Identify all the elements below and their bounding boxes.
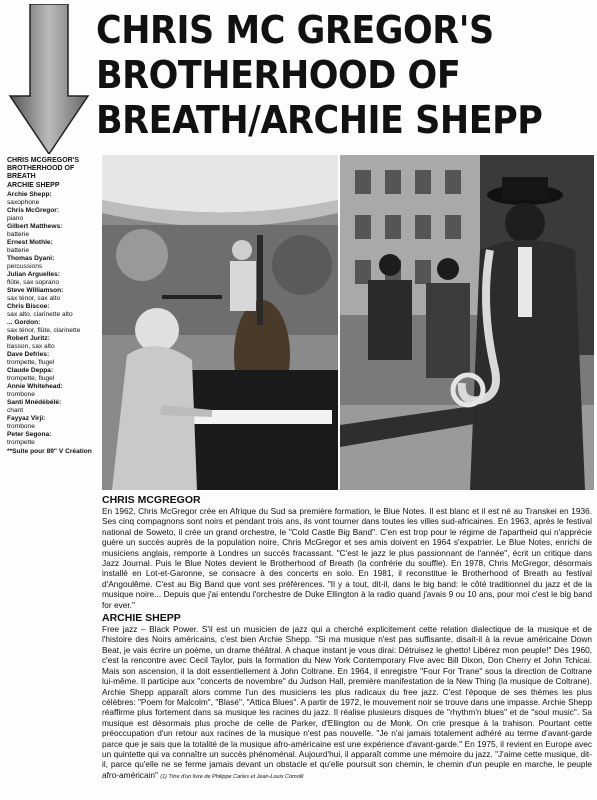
member-name: Chris Biscoe: bbox=[7, 302, 50, 310]
headline-line-1: CHRIS MC GREGOR'S bbox=[96, 8, 494, 52]
member bbox=[7, 335, 99, 351]
member-name: Ernest Mothle: bbox=[7, 238, 53, 246]
member-name: Chris McGregor: bbox=[7, 206, 60, 214]
member bbox=[7, 271, 99, 287]
footnote: (1) Titre d'un livre de Philippe Carles et Jean-Louis Comolli bbox=[160, 773, 304, 780]
member-name: Gilbert Matthews: bbox=[7, 222, 63, 230]
credits-header-line: BROTHERHOOD OF BREATH bbox=[7, 165, 75, 181]
member bbox=[7, 399, 99, 415]
member-name: Santi Mnédébélé: bbox=[7, 398, 62, 406]
section-text-shepp-body: Free jazz – Black Power. S'il est un musicien de jazz qui a cherché explicitement cette relation dialectique de la musique et de l'histoire des Noirs américains, c'est bien Archie Shepp. "Si ma musique n'est pas suffisante, disait-il à la revue américaine Down Beat, je vais écrire un poème, un drame théâtral. A chaque instant je vous dirai: Détruisez le ghetto! Libérez mon peuple!" Dès 1960, c'est la rencontre avec Cecil Taylor, puis la formation du New York Contemporary Five avec Bill Dixon, Don Cherry et John Tchicai. Mais son ascension, il la doit essentiellement à John Coltrane. En 1964, il enregistre "Four For Trane" sous la direction de Coltrane lui-même. Il participe aux "concerts de novembre" du Judson Hall, première manifestation de la New Thing (la musique de Coltrane). Archie Shepp apparaît alors comme l'un des musiciens les plus radicaux du free jazz. C'est l'époque de ses thèmes les plus célèbres: "Poem for Malcolm", "Blasé", "Attica Blues". A partir de 1972, le mouvement noir se trouve dans une impasse. Archie Shepp réaffirme plus fortement dans sa musique les racines du jazz. Il réalise plusieurs disques de "rhythm'n blues" et de "soul music". Sa musique est désormais plus proche de celle de Parker, d'Ellington ou de Monk. On crie presque à la trahison. Pourtant cette préoccupation d'un retour aux racines de la musique n'est pas nouvelle. "Je n'ai jamais totalement adhéré au terme d'avant-garde parce que je sais que la totalité de la musique afro-américaine est une expérience d'avant-garde." En 1975, il revient en Europe avec un quintette qui va connaître un succès phénoménal. Aujourd'hui, il apparaît comme une mémoire du jazz. "J'aime cette musique, dit-il, parce qu'elle ne se ferme jamais devant un obstacle et qu'elle poursuit son chemin, le chemin d'un peuple en marche, le peuple afro-américain" bbox=[102, 624, 592, 780]
member bbox=[7, 383, 99, 399]
member bbox=[7, 223, 99, 239]
headline bbox=[96, 8, 554, 143]
member-name: Robert Juritz: bbox=[7, 334, 50, 342]
member-role: sax ténor, flûte, clarinette bbox=[7, 326, 81, 334]
member bbox=[7, 207, 99, 223]
photo-mcgregor-illustration bbox=[102, 155, 338, 490]
member bbox=[7, 351, 99, 367]
down-arrow-graphic bbox=[8, 4, 90, 154]
member-role: batterie bbox=[7, 230, 29, 238]
member bbox=[7, 415, 99, 431]
member-name: Archie Shepp: bbox=[7, 190, 52, 198]
member-role: percussions bbox=[7, 262, 43, 270]
member bbox=[7, 239, 99, 255]
member-name: Julian Arguelles: bbox=[7, 270, 60, 278]
member-role: trombone bbox=[7, 390, 35, 398]
photo-archie-shepp bbox=[340, 155, 594, 490]
section-title-mcgregor: CHRIS MCGREGOR bbox=[102, 494, 201, 506]
section-title-shepp: ARCHIE SHEPP bbox=[102, 612, 181, 625]
member bbox=[7, 431, 99, 447]
member-name: Annie Whitehead: bbox=[7, 382, 63, 390]
member-role: piano bbox=[7, 214, 24, 222]
member-name: ... Gordon: bbox=[7, 318, 41, 326]
headline-line-2: BROTHERHOOD OF bbox=[96, 53, 461, 97]
photo-chris-mcgregor bbox=[102, 155, 338, 490]
credits-column bbox=[7, 157, 99, 456]
headline-line-3: BREATH/ARCHIE SHEPP bbox=[96, 98, 543, 142]
member-role: basson, sax alto bbox=[7, 342, 55, 350]
credits-header bbox=[7, 157, 99, 190]
member-role: trombone bbox=[7, 422, 35, 430]
member-role: sax ténor, sax alto bbox=[7, 294, 61, 302]
credits-header-line: CHRIS MCGREGOR'S bbox=[7, 157, 80, 164]
member bbox=[7, 191, 99, 207]
section-text-shepp bbox=[102, 624, 592, 782]
member bbox=[7, 255, 99, 271]
member-role: saxophone bbox=[7, 198, 40, 206]
member-role: trompette, flugel bbox=[7, 358, 55, 366]
member-name: Claude Deppa: bbox=[7, 366, 54, 374]
member-role: trompette, flugel bbox=[7, 374, 55, 382]
member-role: sax alto, clarinette alto bbox=[7, 310, 73, 318]
member bbox=[7, 367, 99, 383]
member-name: Dave Defries: bbox=[7, 350, 50, 358]
member-role: batterie bbox=[7, 246, 29, 254]
photo-shepp-illustration bbox=[340, 155, 594, 490]
member-name: Thomas Dyani: bbox=[7, 254, 55, 262]
member-role: trompette bbox=[7, 438, 35, 446]
member-name: Peter Segona: bbox=[7, 430, 52, 438]
member-role: chant bbox=[7, 406, 24, 414]
member-name: Steve Williamson: bbox=[7, 286, 64, 294]
member bbox=[7, 303, 99, 319]
section-text-mcgregor: En 1962, Chris McGregor crée en Afrique du Sud sa première formation, le Blue Notes. Il est blanc et il est né au Transkei en 1936. Ses cinq compagnons sont noirs et pendant trois ans, ils vont tourner dans toutes les villes sud-africaines. En 1963, après le festival national de Soweto, il crée un grand orchestre, le "Cold Castle Big Band". C'en est trop pour le régime de l'apartheid qui n'apprécie guère un succès auprès de la population noire, Chris McGregor et ses amis doivent en 1964 s'expatrier. Le Blue Notes, enrichi de musiciens anglais, remporte à Londres un succès fracassant. "C'est le jazz le plus passionnant de l'année", écrit un critique dans Jazz Journal. Puis le Blue Notes devient le Brotherhood of Breath (la confrérie du souffle). En 1978, Chris McGregor, désormais installé en Lot-et-Garonne, se consacre à des concerts en solo. En 1981, il reconstitue le Brotherhood of Breath au festival d'Angoulême. C'est au Big Band que vont ses préférences. "Il y a tout, dit-il, dans le big band: le côté traditionnel du jazz et de la musique noire... Depuis que j'ai entendu l'orchestre de Duke Ellington à la radio quand j'avais 9 ou 10 ans, pour moi c'est le big band for ever." bbox=[102, 506, 592, 610]
member-role: flûte, sax soprano bbox=[7, 278, 60, 286]
member bbox=[7, 319, 99, 335]
credits-header-line: ARCHIE SHEPP bbox=[7, 181, 60, 189]
credits-note: **Suite pour 89" V Création bbox=[7, 447, 92, 455]
article-body bbox=[102, 494, 592, 784]
member bbox=[7, 287, 99, 303]
member-name: Fayyaz Virji: bbox=[7, 414, 46, 422]
